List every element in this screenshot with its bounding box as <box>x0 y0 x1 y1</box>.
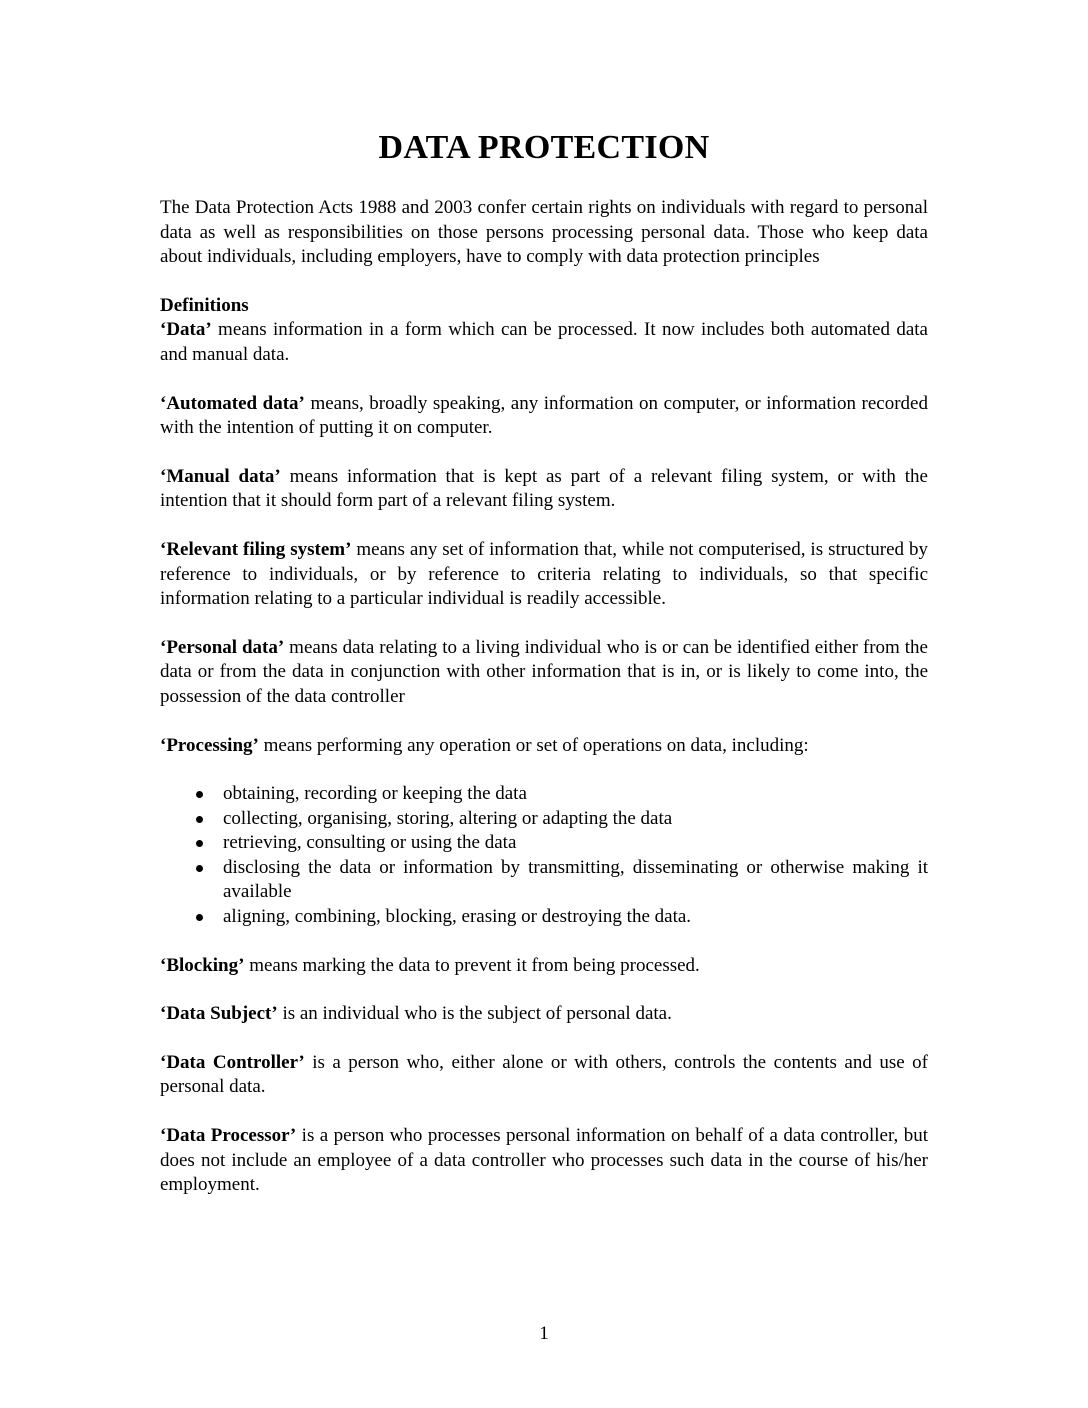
bullet-icon <box>196 791 203 798</box>
definition-term: ‘Personal data’ <box>160 636 285 658</box>
definition-text: means information in a form which can be processed. It now includes both automated data and manual data. <box>160 319 928 365</box>
list-item-text: collecting, organising, storing, altering or adapting the data <box>223 807 673 829</box>
page-content <box>160 128 928 1222</box>
definition-term: ‘Data Controller’ <box>160 1051 305 1073</box>
list-item-text: retrieving, consulting or using the data <box>223 832 517 854</box>
list-item-text: disclosing the data or information by transmitting, disseminating or otherwise making it available <box>223 856 928 903</box>
definition-term: ‘Data Processor’ <box>160 1125 297 1147</box>
list-item <box>160 905 928 930</box>
definition-text: means, broadly speaking, any information on computer, or information recorded with the intention of putting it on computer. <box>160 392 928 439</box>
definition-automated-data <box>160 392 928 441</box>
definition-text: is a person who processes personal information on behalf of a data controller, but does not include an employee of a data controller who processes such data in the course of his/her employment. <box>160 1125 928 1196</box>
definitions-heading: Definitions <box>160 294 249 316</box>
intro-paragraph: The Data Protection Acts 1988 and 2003 confer certain rights on individuals with regard to personal data as well as responsibilities on those persons processing personal data. Those who keep data about individuals, including employers, have to comply with data protection principles <box>160 197 928 268</box>
processing-list <box>160 782 928 930</box>
definition-text: is a person who, either alone or with others, controls the contents and use of personal data. <box>160 1051 928 1098</box>
document-title: DATA PROTECTION <box>378 129 710 166</box>
definition-processing <box>160 734 928 759</box>
definition-term: ‘Manual data’ <box>160 465 281 487</box>
definition-text: means information that is kept as part of a relevant filing system, or with the intention that it should form part of a relevant filing system. <box>160 465 928 512</box>
bullet-icon <box>196 816 203 823</box>
list-item <box>160 831 928 856</box>
definition-term: ‘Blocking’ <box>160 954 245 976</box>
bullet-icon <box>196 840 203 847</box>
definition-data-processor <box>160 1124 928 1198</box>
definition-data-controller <box>160 1051 928 1100</box>
definition-term: ‘Data Subject’ <box>160 1003 278 1025</box>
list-item <box>160 782 928 807</box>
definition-term: ‘Data’ <box>160 319 212 341</box>
bullet-icon <box>196 865 203 872</box>
definition-relevant-filing-system <box>160 538 928 612</box>
list-item <box>160 856 928 905</box>
definition-personal-data <box>160 636 928 710</box>
definition-text: means data relating to a living individual who is or can be identified either from the data or from the data in conjunction with other information that is in, or is likely to come into, the possession of the data controller <box>160 636 928 707</box>
definition-blocking <box>160 954 928 979</box>
list-item-text: aligning, combining, blocking, erasing or destroying the data. <box>223 906 692 928</box>
definition-text: is an individual who is the subject of personal data. <box>277 1003 672 1025</box>
definition-text: means any set of information that, while not computerised, is structured by reference to individuals, or by reference to criteria relating to individuals, so that specific information relating to a particular individual is readily accessible. <box>160 538 928 610</box>
list-item-text: obtaining, recording or keeping the data <box>223 783 527 805</box>
definition-term: ‘Processing’ <box>160 734 259 756</box>
definition-text: means performing any operation or set of operations on data, including: <box>258 734 809 756</box>
list-item <box>160 807 928 832</box>
page-number: 1 <box>539 1323 549 1344</box>
definition-data-subject <box>160 1002 928 1027</box>
definition-data <box>160 318 928 367</box>
definition-term: ‘Automated data’ <box>160 392 305 414</box>
definition-manual-data <box>160 465 928 514</box>
bullet-icon <box>196 914 203 921</box>
definition-term: ‘Relevant filing system’ <box>160 538 352 560</box>
definition-text: means marking the data to prevent it from being processed. <box>244 954 700 976</box>
